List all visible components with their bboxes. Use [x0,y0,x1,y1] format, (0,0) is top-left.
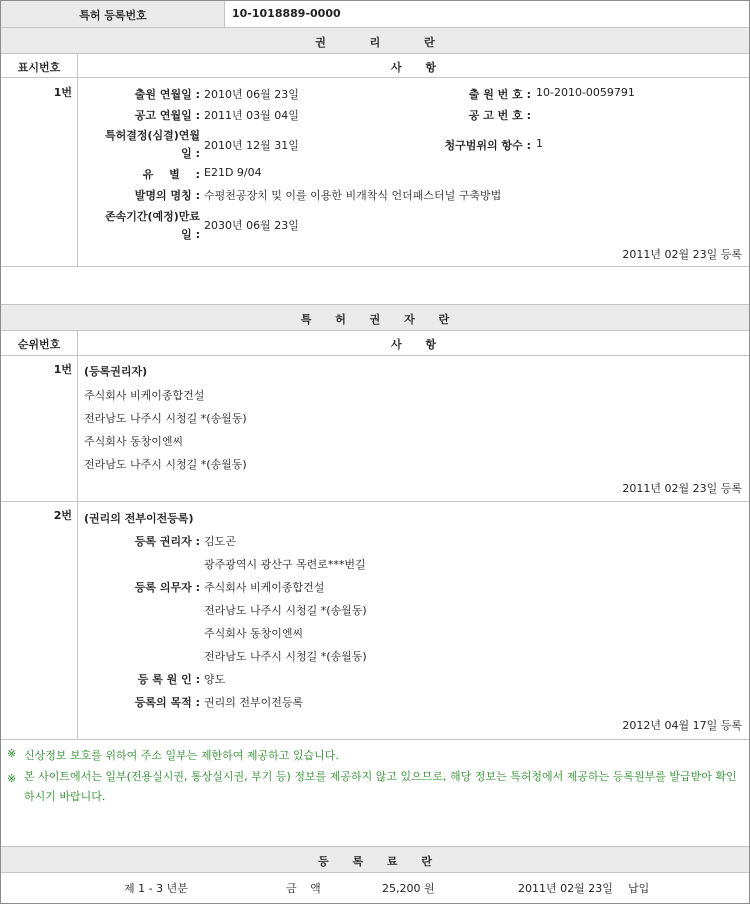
entry1-date: 2011년 02월 23일 등록 [622,482,742,495]
entry1-line: 주식회사 비케이종합건설 [84,389,205,402]
entry1-line: 주식회사 동창이엔씨 [84,435,184,448]
entry1-line: 전라남도 나주시 시청길 *(송월동) [84,458,247,471]
label-pub-date: 공고 연월일 : [134,109,200,122]
value-claims: 1 [536,137,543,150]
entry2-holder-line: 광주광역시 광산구 목련로***번길 [204,558,366,571]
rights-reg-date: 2011년 02월 23일 등록 [622,248,742,261]
label-filing-date: 출원 연월일 : [134,88,200,101]
rights-col-item: 사 항 [390,61,437,74]
entry1-line: 전라남도 나주시 시청길 *(송월동) [84,412,247,425]
label-decision-date-2: 일 : [181,147,200,160]
notice-address: 신상정보 보호를 위하여 주소 일부는 제한하여 제공하고 있습니다. [24,749,339,762]
label-claims: 청구범위의 항수 : [444,139,531,152]
label-decision-date: 특허결정(심결)연월 [104,129,200,142]
label-class: 유 별 : [142,168,200,181]
value-decision-date: 2010년 12월 31일 [204,139,299,152]
patentee-col-item: 사 항 [390,338,437,351]
entry2-heading: (권리의 전부이전등록) [84,512,194,525]
entry2-no: 2번 [53,509,72,522]
value-pub-date: 2011년 03월 04일 [204,109,299,122]
patentee-col-no: 순위번호 [17,338,61,351]
entry2-cause-label: 등 록 원 인 : [137,673,200,686]
entry1-heading: (등록권리자) [84,365,148,378]
entry2-obligor-line: 주식회사 비케이종합건설 [204,581,325,594]
entry2-date: 2012년 04월 17일 등록 [622,719,742,732]
label-filing-no: 출 원 번 호 : [468,88,531,101]
fee-amount: 25,200 원 [382,882,435,895]
value-class: E21D 9/04 [204,166,262,179]
label-expiry-2: 일 : [181,228,200,241]
entry2-obligor-line: 전라남도 나주시 시청길 *(송월동) [204,650,367,663]
fee-amount-label: 금 액 [286,882,321,895]
rights-entry-no: 1번 [53,86,72,99]
rights-col-no: 표시번호 [17,61,61,74]
entry2-purpose-value: 권리의 전부이전등록 [204,696,304,709]
notice-mark: ※ [7,747,17,760]
fee-date: 2011년 02월 23일 [518,882,613,895]
entry1-no: 1번 [53,363,72,376]
fee-period: 제 1 - 3 년분 [124,882,188,895]
notice-registry: 본 사이트에서는 일부(전용실시권, 통상실시권, 부기 등) 정보를 제공하지 않고 있으므로, 해당 정보는 특허청에서 제공하는 등록원부를 발급받아 확인하시기 바랍니다. [24,770,737,803]
entry2-obligor-line: 전라남도 나주시 시청길 *(송월동) [204,604,367,617]
patentee-title: 특 허 권 자 란 [300,313,450,326]
value-expiry: 2030년 06월 23일 [204,219,299,232]
fee-status: 납입 [628,882,650,895]
entry2-obligor-label: 등록 의무자 : [134,581,200,594]
value-title: 수평천공장치 및 이를 이용한 비개착식 언더패스터널 구축방법 [204,189,502,202]
entry2-cause-value: 양도 [204,673,226,686]
entry2-holder-line: 김도곤 [204,535,236,548]
value-filing-no: 10-2010-0059791 [536,86,635,99]
reg-no-value: 10-1018889-0000 [232,7,341,20]
label-title: 발명의 명칭 : [134,189,200,202]
notice-mark: ※ [7,772,17,785]
value-filing-date: 2010년 06월 23일 [204,88,299,101]
label-pub-no: 공 고 번 호 : [468,109,531,122]
label-expiry: 존속기간(예정)만료 [104,210,200,223]
rights-title: 권 리 란 [315,36,435,49]
entry2-purpose-label: 등록의 목적 : [134,696,200,709]
entry2-obligor-line: 주식회사 동창이엔씨 [204,627,304,640]
entry2-holder-label: 등록 권리자 : [134,535,200,548]
reg-no-label: 특허 등록번호 [79,9,147,22]
fee-title: 등 록 료 란 [318,855,432,868]
